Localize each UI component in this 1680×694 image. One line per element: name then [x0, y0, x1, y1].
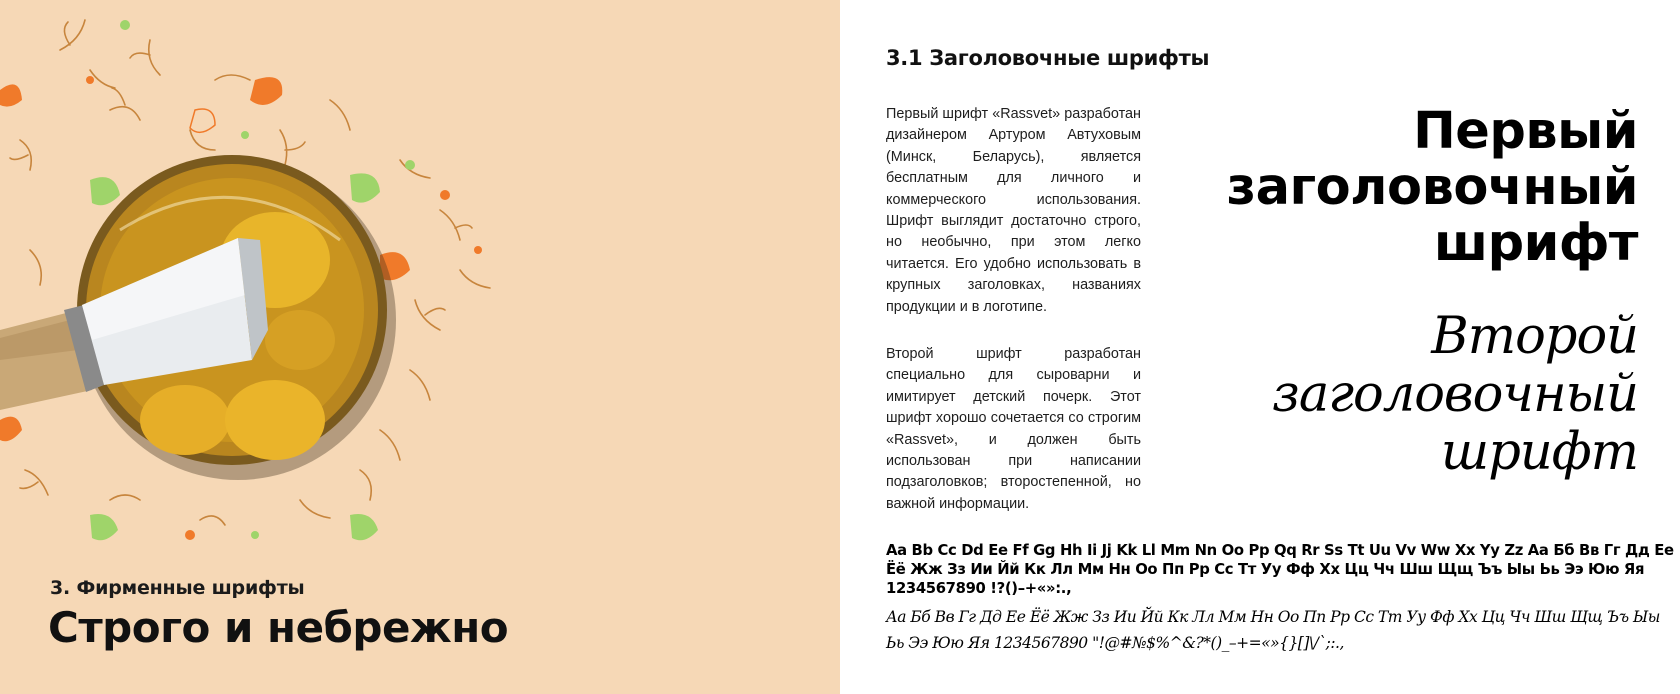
sample-hand-line-2: заголовочный [1272, 365, 1638, 424]
sample-hand-line-3: шрифт [1440, 423, 1638, 482]
sample-strict-line-3: шрифт [1433, 214, 1638, 273]
sample-strict-line-2: заголовочный [1226, 158, 1638, 217]
sample-handwritten-font [1160, 308, 1638, 482]
sample-hand-line-1: Второй [1431, 307, 1638, 366]
sample-strict-font [1160, 104, 1638, 272]
section-title: Строго и небрежно [48, 603, 509, 652]
cheese-jar-with-knife-icon [0, 0, 520, 560]
section-label: 3. Фирменные шрифты [50, 577, 305, 599]
sample-strict-line-1: Первый [1413, 102, 1638, 161]
paragraph-first-font: Первый шрифт «Rassvet» разработан дизайнером Артуром Автуховым (Минск, Беларусь), является бесплатным для личного и коммерческого использования. Шрифт выглядит достаточно строго, но необычно, при этом легко читается. Его удобно использовать в крупных заголовках, названиях продукции и в логотипе. [886, 106, 1141, 315]
paragraph-second-font: Второй шрифт разработан специально для сыроварни и имитирует детский почерк. Этот шрифт хорошо сочетается со строгим «Rassvet», и должен быть использован при написании подзаголовков; второстепенной, но важной информации. [886, 346, 1141, 512]
alphabet-handwritten-specimen: Аа Бб Вв Гг Дд Ее Ёё Жж Зз Ии Йй Кк Лл Мм Нн Оо Пп Рр Сс Тт Уу Фф Хх Цц Чч Шш Щщ Ъъ Ыы Ьь Ээ Юю Яя 1234567890 "!@#№$%^&?*()_–+=«»{}[]\/`;:., [886, 608, 1660, 652]
alphabet-strict-specimen: Aa Bb Cc Dd Ee Ff Gg Hh Ii Jj Kk Ll Mm Nn Oo Pp Qq Rr Ss Tt Uu Vv Ww Xx Yy Zz Аа Бб Вв Гг Дд Ее Ёё Жж Зз Ии Йй Кк Лл Мм Нн Оо Пп Рр Сс Тт Уу Фф Хх Цц Чч Шш Щщ Ъъ Ыы Ьь Ээ Юю Яя 1234567890 !?()–+«»:., [886, 542, 1674, 597]
right-page [840, 0, 1680, 694]
subsection-title: 3.1 Заголовочные шрифты [886, 46, 1210, 70]
